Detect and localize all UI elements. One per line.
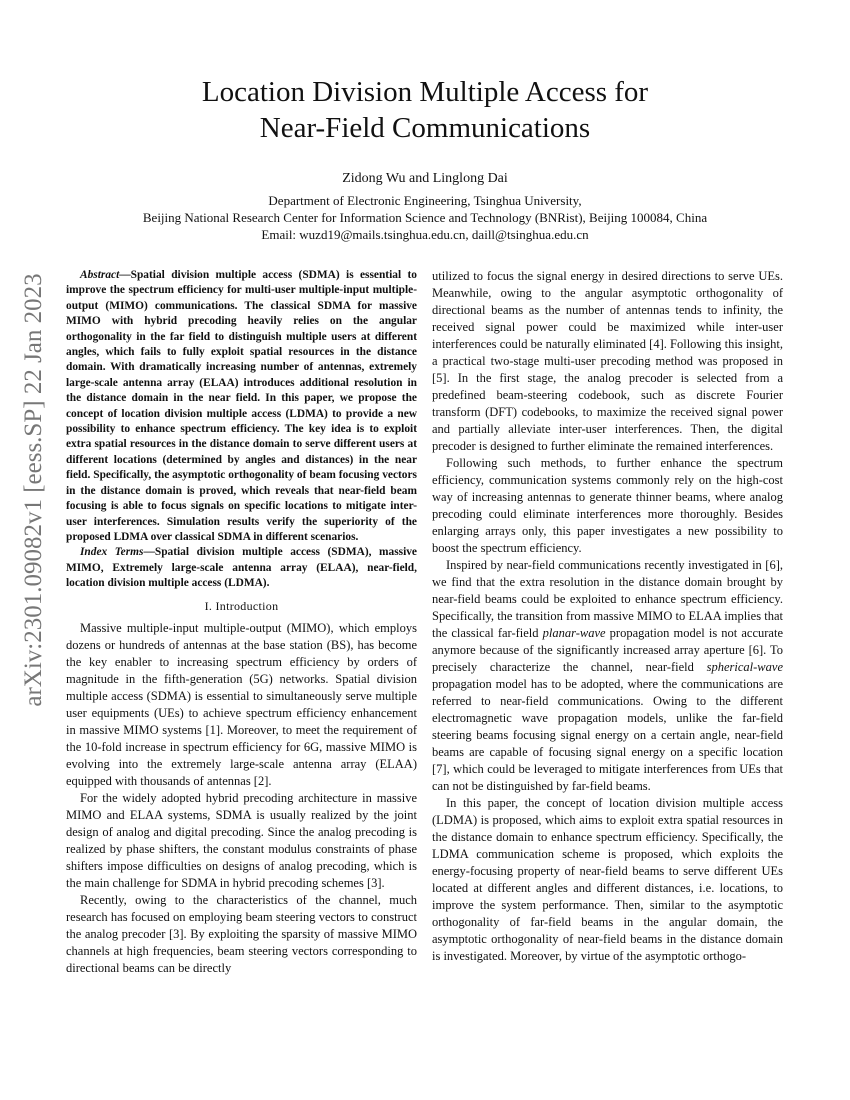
index-terms-label: Index Terms <box>80 546 144 559</box>
abstract <box>66 268 417 545</box>
index-terms-text: —Spatial division multiple access (SDMA), massive MIMO, Extremely large-scale antenna array (ELAA), near-field, location division multiple access (LDMA). <box>66 546 417 590</box>
affiliation-line-1: Department of Electronic Engineering, Tsinghua University, <box>268 193 582 208</box>
paragraph-text: Inspired by near-field communications recently investigated in [6], we find that the extra resolution in the distance domain brought by near-field beams could be exploited to enhance spectrum efficiency. Specifically, the transition from massive MIMO to ELAA implies that the classical far-field <box>432 558 783 640</box>
paragraph: Massive multiple-input multiple-output (MIMO), which employs dozens or hundreds of antennas at the base station (BS), has become the key enabler to increasing spectrum efficiency by orders of magnitude in the fifth-generation (5G) networks. Spatial division multiple access (SDMA) is essential to simultaneously serve multiple user equipments (UEs) to achieve spectrum efficiency enhancement in massive MIMO systems [1]. Moreover, to meet the requirement of the 10-fold increase in spectrum efficiency for 6G, massive MIMO is evolving into the extremely large-scale antenna array (ELAA) equipped with thousands of antennas [2]. <box>66 620 417 788</box>
affiliation-line-2: Beijing National Research Center for Information Science and Technology (BNRist), Beijing 100084, China <box>142 210 708 225</box>
emphasis-term: spherical-wave <box>706 660 783 674</box>
paragraph-text: propagation model has to be adopted, where the communications are referred to near-field communications. Owing to the different electromagnetic wave propagation models, unlike the far-field steering beams focusing signal energy on a certain angle, near-field beams are capable of focusing signal energy on a specific location [7], which could be leveraged to mitigate interferences from UEs that can not be distinguished by far-field beams. <box>432 677 783 793</box>
title-line-2: Near-Field Communications <box>259 112 591 144</box>
arxiv-sidebar <box>14 273 54 707</box>
section-heading: I. Introduction <box>204 598 279 613</box>
paragraph: For the widely adopted hybrid precoding architecture in massive MIMO and ELAA systems, SDMA is usually realized by the joint design of analog and digital precoding. Since the analog precoding is realized by phase shifters, the constant modulus constraints of phase shifters impose difficulties on designs of analog precoding, which is the main challenge for SDMA in hybrid precoding schemes [3]. <box>66 790 417 890</box>
paragraph-text: propagation model is not accurate anymore because of the significantly increased array aperture [6]. To precisely characterize the channel, near-field <box>432 626 783 674</box>
authors: Zidong Wu and Linglong Dai <box>342 171 508 186</box>
left-column <box>66 268 417 977</box>
emphasis-term: planar-wave <box>542 626 606 640</box>
paragraph: utilized to focus the signal energy in desired directions to serve UEs. Meanwhile, owing to the angular asymptotic orthogonality of directional beams as the number of antennas tends to infinity, the received signal power could be maximized while inter-user interferences could be naturally eliminated [4]. Following this insight, a practical two-stage multi-user precoding method was proposed in [5]. In the first stage, the analog precoder is selected from a predefined beam-steering codebook, such as discrete Fourier transform (DFT) codebooks, to maximize the received signal power and partially alleviate inter-user interferences. Then, the digital precoder is designed to further eliminate the remained interferences. <box>432 269 783 453</box>
arxiv-identifier: arXiv:2301.09082v1 [eess.SP] 22 Jan 2023 <box>20 273 47 707</box>
paper-title <box>0 74 850 146</box>
paragraph: Recently, owing to the characteristics of the channel, much research has focused on employing beam steering vectors to construct the analog precoder [3]. By exploiting the sparsity of massive MIMO channels at high frequencies, beam steering vectors corresponding to directional beams can be directly <box>66 892 417 975</box>
affiliation <box>0 192 850 243</box>
email-line: Email: wuzd19@mails.tsinghua.edu.cn, daill@tsinghua.edu.cn <box>261 227 589 242</box>
right-column <box>432 268 783 965</box>
abstract-label: Abstract <box>80 269 120 281</box>
title-line-1: Location Division Multiple Access for <box>201 76 649 108</box>
paragraph <box>432 557 783 795</box>
paragraph: Following such methods, to further enhance the spectrum efficiency, communication systems commonly rely on the high-cost way of increasing antennas to generate thinner beams, where analog precoding could eliminate interferences more thoroughly. Besides enlarging arrays only, this paper investigates a new possibility to boost the spectrum efficiency. <box>432 456 783 555</box>
paragraph: In this paper, the concept of location division multiple access (LDMA) is proposed, which aims to exploit extra spatial resources in the distance domain to enhance spectrum efficiency. Specifically, the LDMA communication scheme is proposed, which exploits the energy-focusing property of near-field beams to serve different UEs located at different angles and different distances, i.e. locations, to improve the system performance. Then, similar to the asymptotic orthogonality of far-field beams in the angular domain, the asymptotic orthogonality of near-field beams in the distance domain is investigated. Moreover, by virtue of the asymptotic orthogo- <box>432 796 783 963</box>
index-terms <box>66 545 417 591</box>
abstract-text: —Spatial division multiple access (SDMA) is essential to improve the spectrum efficiency for multi-user multiple-input multiple-output (MIMO) communications. The classical SDMA for massive MIMO with hybrid precoding heavily relies on the angular orthogonality in the far field to distinguish multiple users at different angles, which fails to fully exploit spatial resources in the distance domain. With dramatically increasing number of antennas, extremely large-scale antenna array (ELAA) introduces additional resolution in the distance domain in the near field. In this paper, we propose the concept of location division multiple access (LDMA) to provide a new possibility to enhance spectrum efficiency. The key idea is to exploit extra spatial resources in the distance domain to serve different users at different locations (determined by angles and distances) in the near field. Specifically, the asymptotic orthogonality of beam focusing vectors in the distance domain is proved, which reveals that near-field beam focusing is able to focus signals on specific locations to mitigate inter-user interferences. Simulation results verify the superiority of the proposed LDMA over classical SDMA in different scenarios. <box>66 269 417 543</box>
